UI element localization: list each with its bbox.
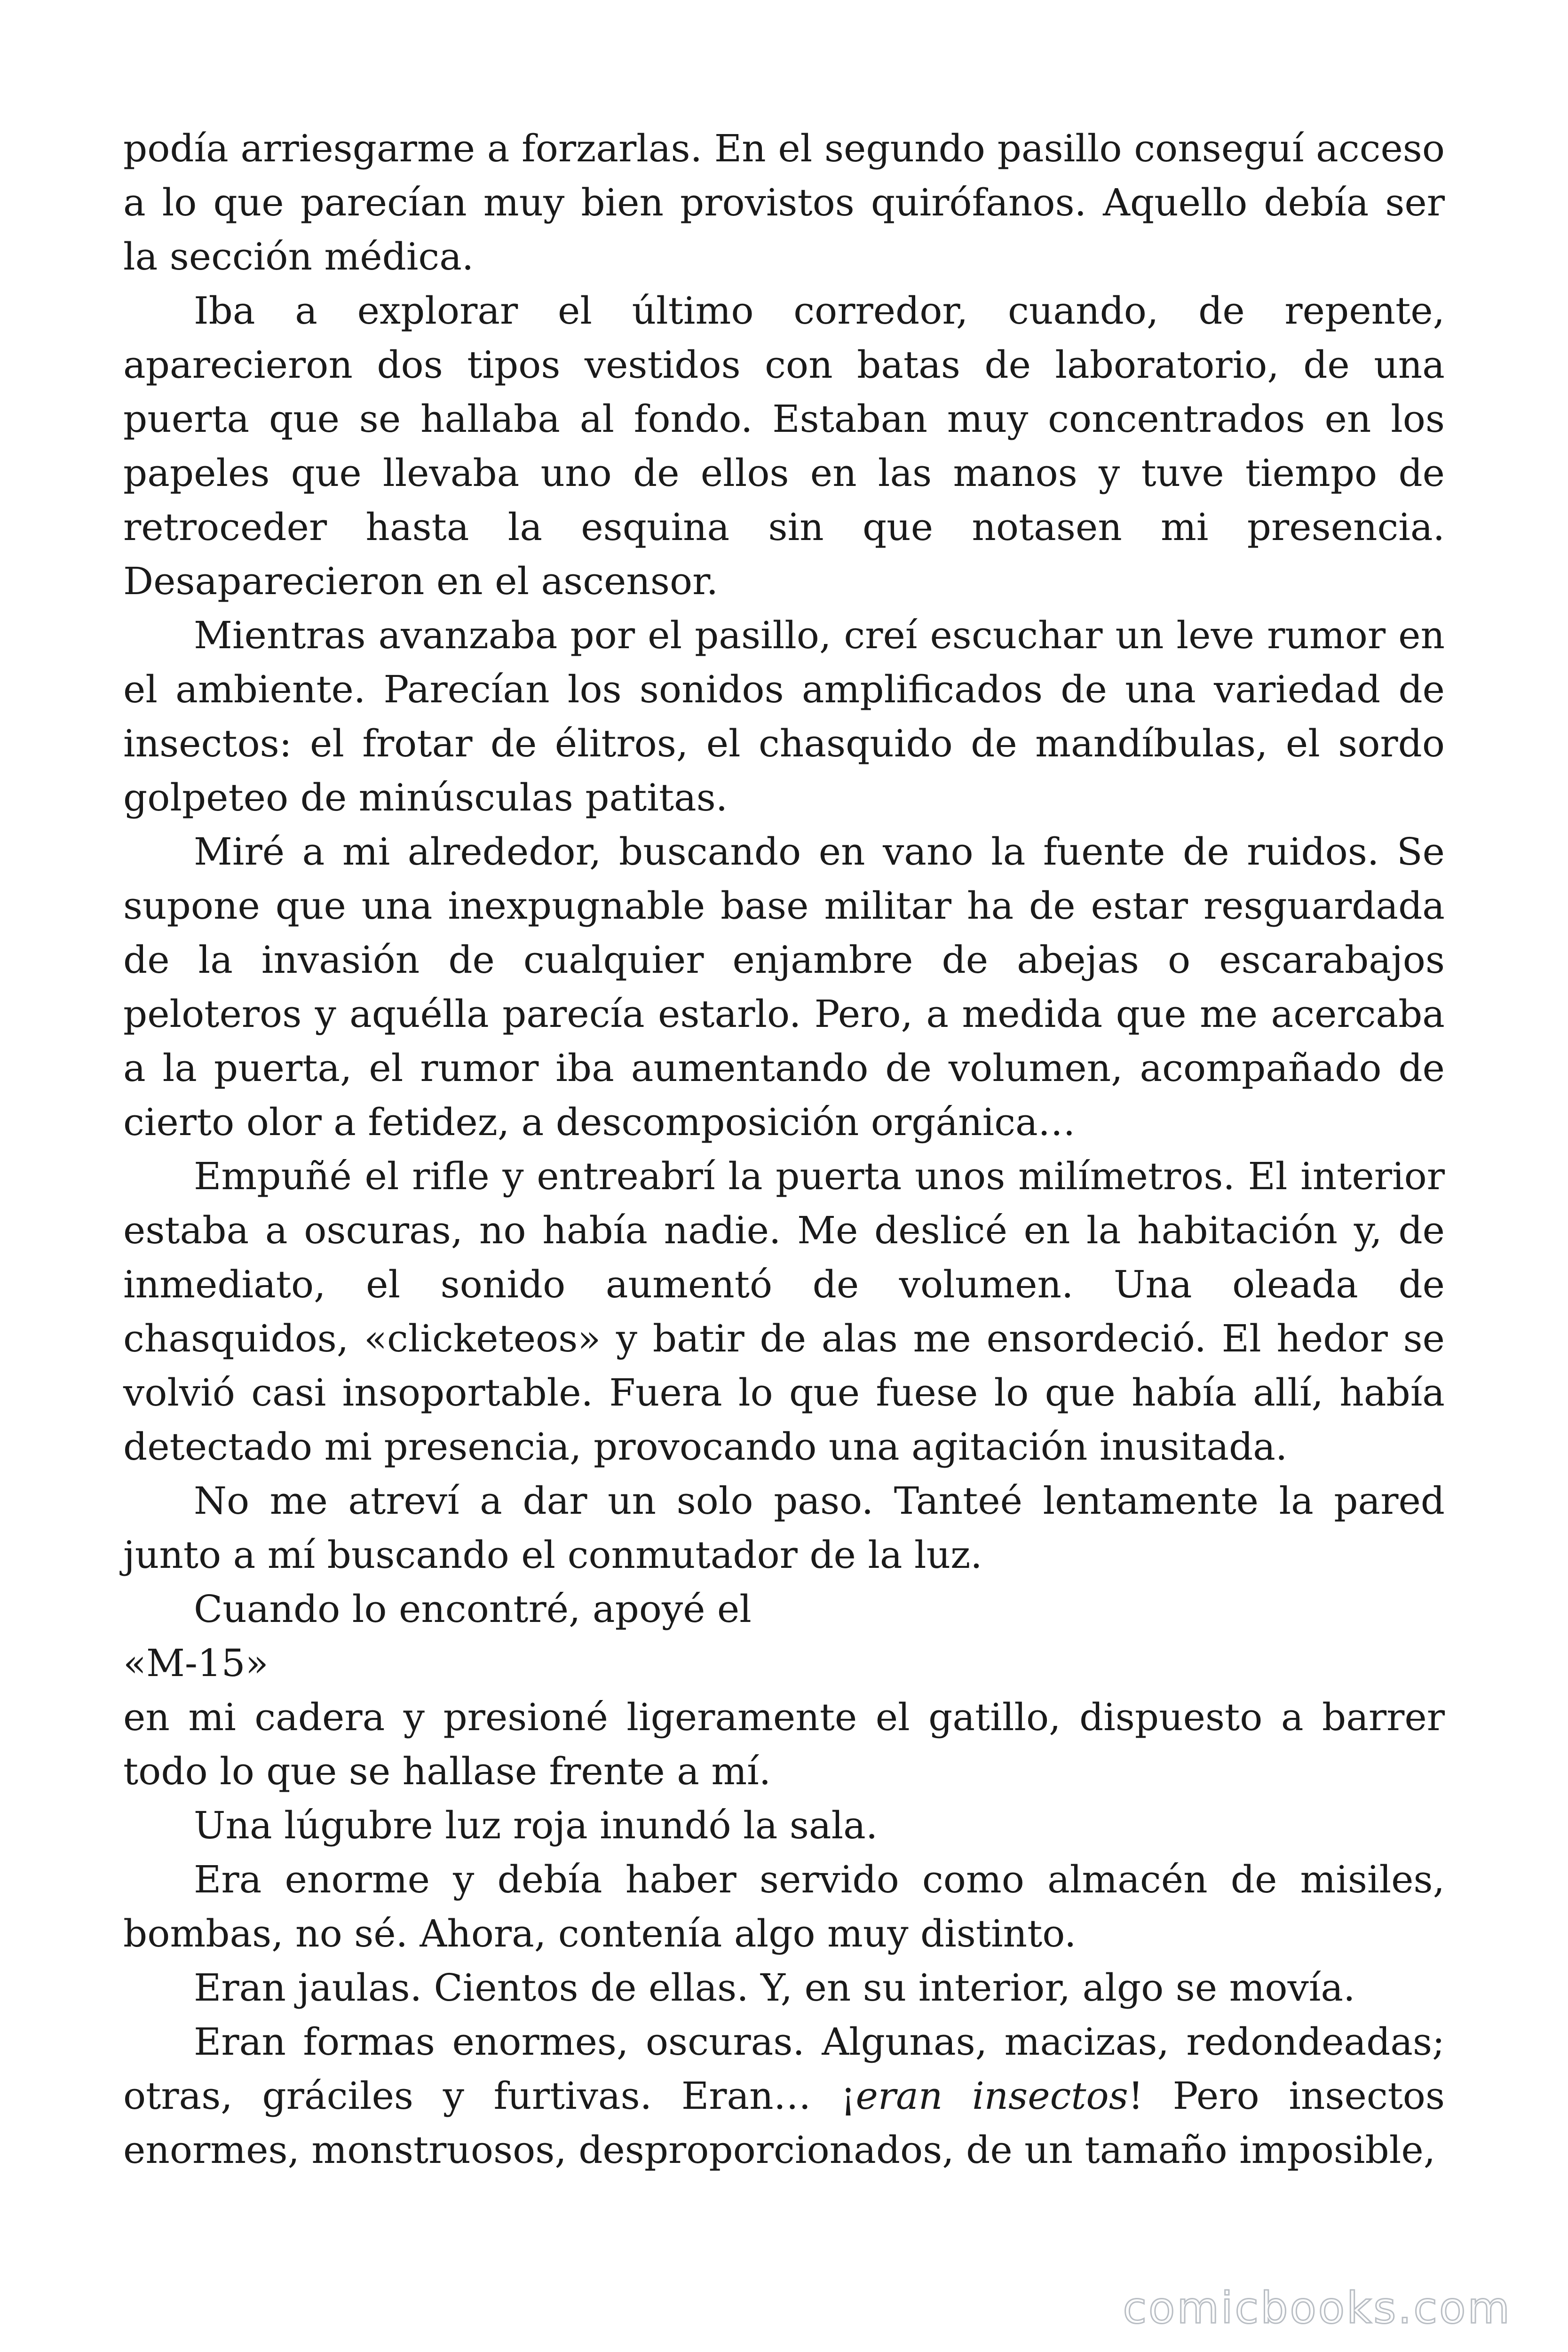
- split-paragraph-line-2: «M-15»: [123, 1641, 269, 1685]
- paragraph-8: Era enorme y debía haber servido como almacén de misiles, bombas, no sé. Ahora, contenía algo muy distinto.: [123, 1858, 1445, 1955]
- paragraph-6: No me atreví a dar un solo paso. Tanteé lentamente la pared junto a mí buscando el conmutador de la luz.: [123, 1479, 1445, 1577]
- paragraph-2: Iba a explorar el último corredor, cuando, de repente, aparecieron dos tipos vestidos con batas de laboratorio, de una puerta que se hallaba al fondo. Estaban muy concentrados en los papeles que llevaba uno de ellos en las manos y tuve tiempo de retroceder hasta la esquina sin que notasen mi presencia. Desaparecieron en el ascensor.: [123, 289, 1445, 603]
- paragraph-4: Miré a mi alrededor, buscando en vano la fuente de ruidos. Se supone que una inexpugnable base militar ha de estar resguardada de la invasión de cualquier enjambre de abejas o escarabajos peloteros y aquélla parecía estarlo. Pero, a medida que me acercaba a la puerta, el rumor iba aumentando de volumen, acompañado de cierto olor a fetidez, a descomposición orgánica…: [123, 830, 1445, 1144]
- paragraph-10-emphasis: eran insectos: [855, 2074, 1128, 2118]
- paragraph-7: Una lúgubre luz roja inundó la sala.: [194, 1804, 878, 1847]
- paragraph-10-start: Eran formas enormes, oscuras. Algunas, macizas, redondeadas; otras, gráciles y furtivas. Eran… ¡: [123, 2020, 1445, 2118]
- paragraph-9: Eran jaulas. Cientos de ellas. Y, en su interior, algo se movía.: [194, 1966, 1355, 2010]
- paragraph-10: [123, 2015, 1445, 2177]
- paragraph-5: Empuñé el rifle y entreabrí la puerta unos milímetros. El interior estaba a oscuras, no había nadie. Me deslicé en la habitación y, de inmediato, el sonido aumentó de volumen. Una oleada de chasquidos, «clicketeos» y batir de alas me ensordeció. El hedor se volvió casi insoportable. Fuera lo que fuese lo que había allí, había detectado mi presencia, provocando una agitación inusitada.: [123, 1154, 1445, 1469]
- paragraph-3: Mientras avanzaba por el pasillo, creí escuchar un leve rumor en el ambiente. Parecían los sonidos amplificados de una variedad de insectos: el frotar de élitros, el chasquido de mandíbulas, el sordo golpeteo de minúsculas patitas.: [123, 613, 1445, 819]
- watermark: comicbooks.com: [1123, 2283, 1512, 2333]
- split-paragraph-line-1: Cuando lo encontré, apoyé el: [194, 1587, 752, 1631]
- paragraph-10-end: ! Pero insectos enormes, monstruosos, desproporcionados, de un tamaño imposible,: [123, 2074, 1445, 2172]
- split-paragraph-line-3: en mi cadera y presioné ligeramente el gatillo, dispuesto a barrer todo lo que se hallase frente a mí.: [123, 1695, 1445, 1793]
- page-body-text: [123, 121, 1445, 2177]
- paragraph-1: podía arriesgarme a forzarlas. En el segundo pasillo conseguí acceso a lo que parecían muy bien provistos quirófanos. Aquello debía ser la sección médica.: [123, 127, 1445, 278]
